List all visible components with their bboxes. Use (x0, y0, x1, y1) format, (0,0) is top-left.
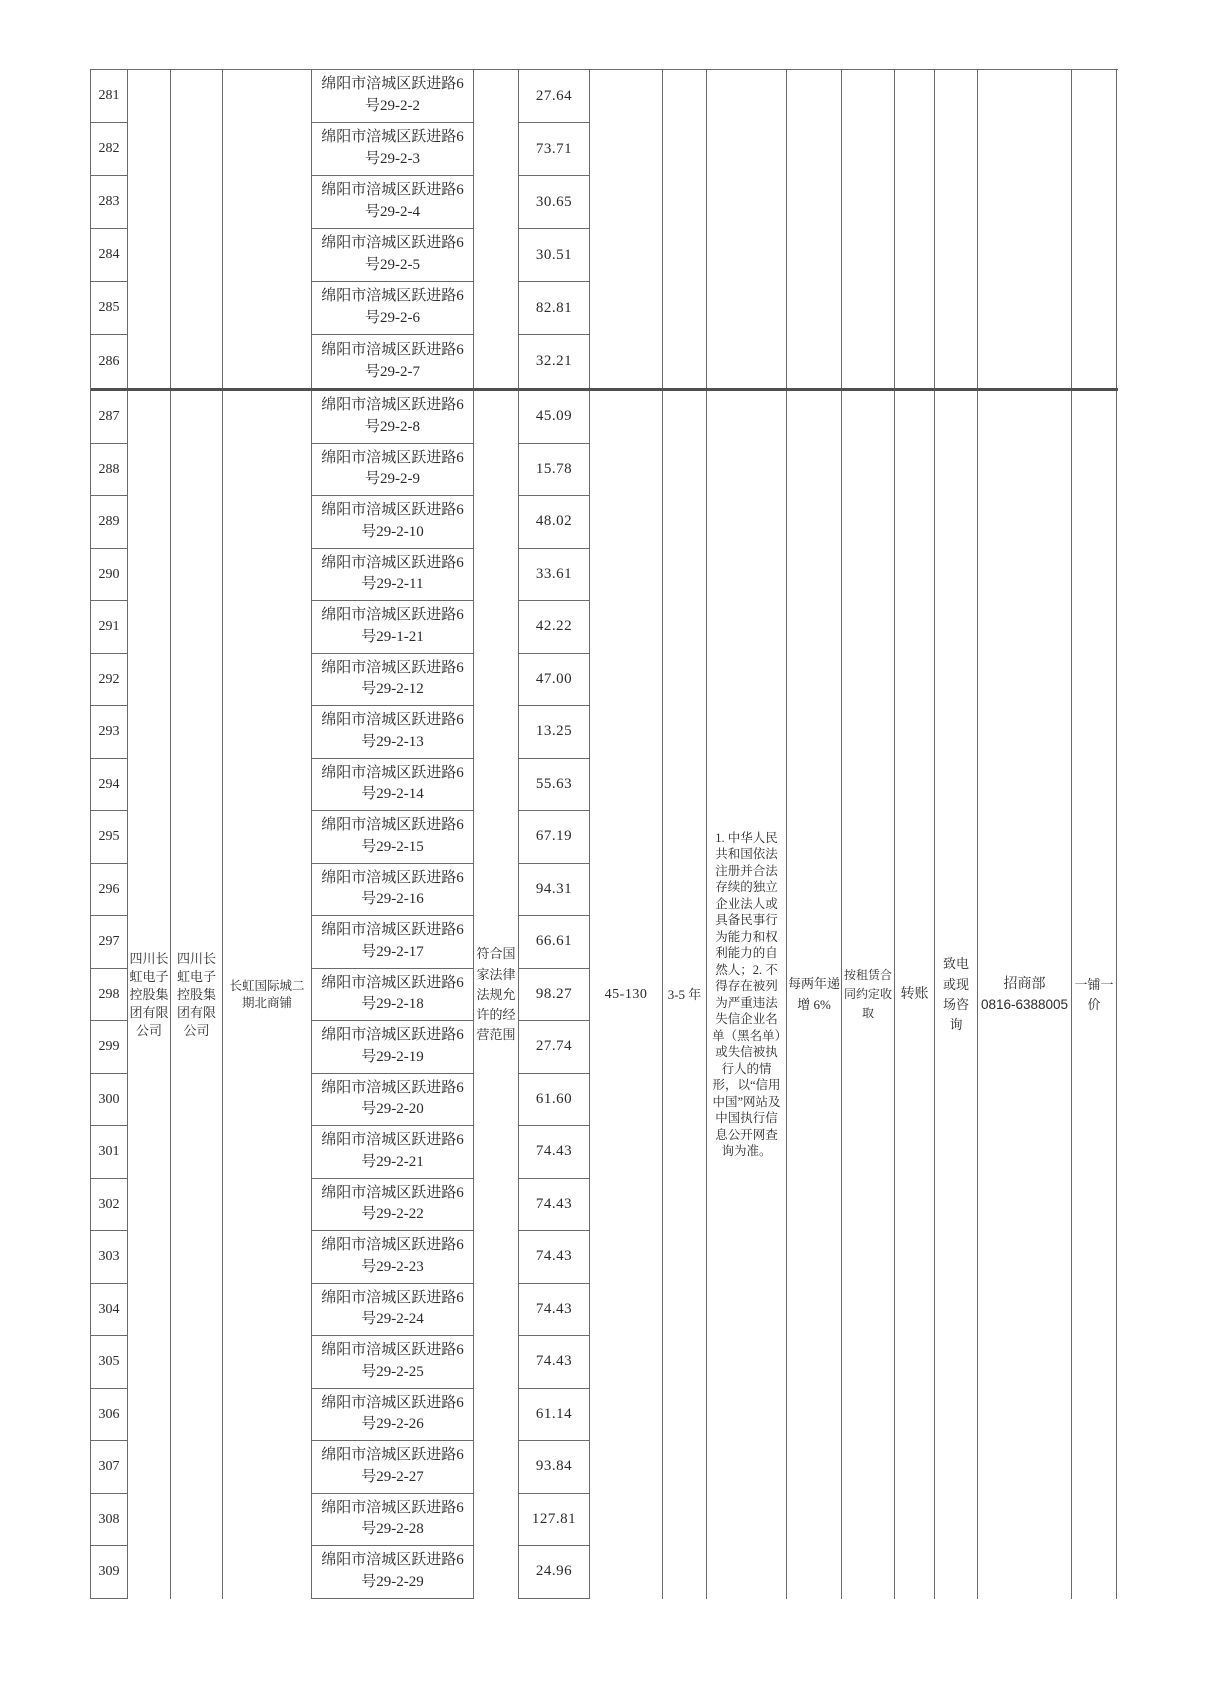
area-cell: 13.25 (519, 706, 590, 759)
row-number-cell: 285 (91, 282, 128, 335)
contact-dept-label: 招商部 (1003, 977, 1046, 993)
row-number-cell: 287 (91, 391, 128, 444)
address-cell: 绵阳市涪城区跃进路6号29-2-10 (312, 496, 474, 549)
area-cell: 74.43 (519, 1179, 590, 1232)
row-number-cell: 286 (91, 335, 128, 388)
row-number-cell: 284 (91, 229, 128, 282)
rent-range-cell: 45-130 (590, 391, 663, 1599)
area-cell: 67.19 (519, 811, 590, 864)
row-number-cell: 292 (91, 654, 128, 707)
address-cell: 绵阳市涪城区跃进路6号29-2-24 (312, 1284, 474, 1337)
pricing-note-cell: 一铺一价 (1072, 391, 1117, 1599)
pricing-note-cell (1072, 70, 1117, 388)
row-number-cell: 289 (91, 496, 128, 549)
address-cell: 绵阳市涪城区跃进路6号29-2-25 (312, 1336, 474, 1389)
row-number-cell: 299 (91, 1021, 128, 1074)
tenant-qualification-cell (707, 70, 787, 388)
payment-method-cell: 转账 (895, 391, 935, 1599)
row-number-cell: 288 (91, 444, 128, 497)
area-cell: 47.00 (519, 654, 590, 707)
row-number-cell: 301 (91, 1126, 128, 1179)
contact-cell (978, 391, 1072, 1599)
address-cell: 绵阳市涪城区跃进路6号29-2-20 (312, 1074, 474, 1127)
consultation-cell: 致电或现场咨询 (935, 391, 978, 1599)
address-cell: 绵阳市涪城区跃进路6号29-2-15 (312, 811, 474, 864)
address-cell: 绵阳市涪城区跃进路6号29-2-8 (312, 391, 474, 444)
rent-range-cell (590, 70, 663, 388)
row-number-cell: 294 (91, 759, 128, 812)
address-cell: 绵阳市涪城区跃进路6号29-2-29 (312, 1546, 474, 1599)
row-number-cell: 283 (91, 176, 128, 229)
row-number-cell: 309 (91, 1546, 128, 1599)
payment-method-cell (895, 70, 935, 388)
area-cell: 74.43 (519, 1126, 590, 1179)
area-cell: 15.78 (519, 444, 590, 497)
address-cell: 绵阳市涪城区跃进路6号29-2-5 (312, 229, 474, 282)
row-number-cell: 302 (91, 1179, 128, 1232)
area-cell: 45.09 (519, 391, 590, 444)
rent-increase-cell (787, 70, 842, 388)
area-cell: 98.27 (519, 969, 590, 1022)
rent-collection-cell (842, 70, 895, 388)
area-cell: 32.21 (519, 335, 590, 388)
row-number-cell: 293 (91, 706, 128, 759)
area-cell: 42.22 (519, 601, 590, 654)
row-number-cell: 281 (91, 70, 128, 123)
row-number-cell: 291 (91, 601, 128, 654)
address-cell: 绵阳市涪城区跃进路6号29-2-19 (312, 1021, 474, 1074)
area-cell: 73.71 (519, 123, 590, 176)
row-number-cell: 306 (91, 1389, 128, 1442)
area-cell: 55.63 (519, 759, 590, 812)
contact-phone: 0816-6388005 (980, 997, 1069, 1013)
row-number-cell: 304 (91, 1284, 128, 1337)
row-number-cell: 296 (91, 864, 128, 917)
area-cell: 33.61 (519, 549, 590, 602)
row-number-cell: 307 (91, 1441, 128, 1494)
area-cell: 61.60 (519, 1074, 590, 1127)
area-cell: 24.96 (519, 1546, 590, 1599)
address-cell: 绵阳市涪城区跃进路6号29-2-11 (312, 549, 474, 602)
area-cell: 74.43 (519, 1284, 590, 1337)
rent-collection-cell: 按租赁合同约定收取 (842, 391, 895, 1599)
area-cell: 30.65 (519, 176, 590, 229)
address-cell: 绵阳市涪城区跃进路6号29-1-21 (312, 601, 474, 654)
area-cell: 74.43 (519, 1231, 590, 1284)
address-cell: 绵阳市涪城区跃进路6号29-2-9 (312, 444, 474, 497)
area-cell: 27.64 (519, 70, 590, 123)
lessor-cell (128, 70, 171, 388)
rental-listing-table (90, 69, 1118, 1599)
row-number-cell: 297 (91, 916, 128, 969)
business-scope-cell: 符合国家法律法规允许的经营范围 (474, 391, 519, 1599)
address-cell: 绵阳市涪城区跃进路6号29-2-28 (312, 1494, 474, 1547)
row-number-cell: 295 (91, 811, 128, 864)
section-2 (91, 388, 1118, 1599)
address-cell: 绵阳市涪城区跃进路6号29-2-3 (312, 123, 474, 176)
address-cell: 绵阳市涪城区跃进路6号29-2-7 (312, 335, 474, 388)
row-number-cell: 305 (91, 1336, 128, 1389)
row-number-cell: 298 (91, 969, 128, 1022)
area-cell: 30.51 (519, 229, 590, 282)
address-cell: 绵阳市涪城区跃进路6号29-2-23 (312, 1231, 474, 1284)
row-number-cell: 303 (91, 1231, 128, 1284)
area-cell: 61.14 (519, 1389, 590, 1442)
rent-increase-cell: 每两年递增 6% (787, 391, 842, 1599)
property-owner-cell (171, 70, 223, 388)
tenant-qualification-cell: 1. 中华人民共和国依法注册并合法存续的独立企业法人或具备民事行为能力和权利能力的自然人；2. 不得存在被列为严重违法失信企业名单（黑名单）或失信被执行人的情形，以“信用中国”网站及中国执行信息公开网查询为准。 (707, 391, 787, 1599)
address-cell: 绵阳市涪城区跃进路6号29-2-13 (312, 706, 474, 759)
address-cell: 绵阳市涪城区跃进路6号29-2-27 (312, 1441, 474, 1494)
area-cell: 48.02 (519, 496, 590, 549)
area-cell: 27.74 (519, 1021, 590, 1074)
lease-term-cell (663, 70, 707, 388)
area-cell: 127.81 (519, 1494, 590, 1547)
row-number-cell: 308 (91, 1494, 128, 1547)
address-cell: 绵阳市涪城区跃进路6号29-2-6 (312, 282, 474, 335)
contact-cell (978, 70, 1072, 388)
area-cell: 94.31 (519, 864, 590, 917)
address-cell: 绵阳市涪城区跃进路6号29-2-18 (312, 969, 474, 1022)
lease-term-cell: 3-5 年 (663, 391, 707, 1599)
lessor-cell: 四川长虹电子控股集团有限公司 (128, 391, 171, 1599)
row-number-cell: 300 (91, 1074, 128, 1127)
section-1 (91, 70, 1118, 388)
project-name-cell: 长虹国际城二期北商铺 (223, 391, 312, 1599)
address-cell: 绵阳市涪城区跃进路6号29-2-4 (312, 176, 474, 229)
area-cell: 74.43 (519, 1336, 590, 1389)
address-cell: 绵阳市涪城区跃进路6号29-2-22 (312, 1179, 474, 1232)
consultation-cell (935, 70, 978, 388)
row-number-cell: 290 (91, 549, 128, 602)
address-cell: 绵阳市涪城区跃进路6号29-2-21 (312, 1126, 474, 1179)
address-cell: 绵阳市涪城区跃进路6号29-2-17 (312, 916, 474, 969)
property-owner-cell: 四川长虹电子控股集团有限公司 (171, 391, 223, 1599)
row-number-cell: 282 (91, 123, 128, 176)
area-cell: 93.84 (519, 1441, 590, 1494)
area-cell: 66.61 (519, 916, 590, 969)
address-cell: 绵阳市涪城区跃进路6号29-2-16 (312, 864, 474, 917)
business-scope-cell (474, 70, 519, 388)
address-cell: 绵阳市涪城区跃进路6号29-2-12 (312, 654, 474, 707)
address-cell: 绵阳市涪城区跃进路6号29-2-2 (312, 70, 474, 123)
area-cell: 82.81 (519, 282, 590, 335)
address-cell: 绵阳市涪城区跃进路6号29-2-14 (312, 759, 474, 812)
project-name-cell (223, 70, 312, 388)
address-cell: 绵阳市涪城区跃进路6号29-2-26 (312, 1389, 474, 1442)
